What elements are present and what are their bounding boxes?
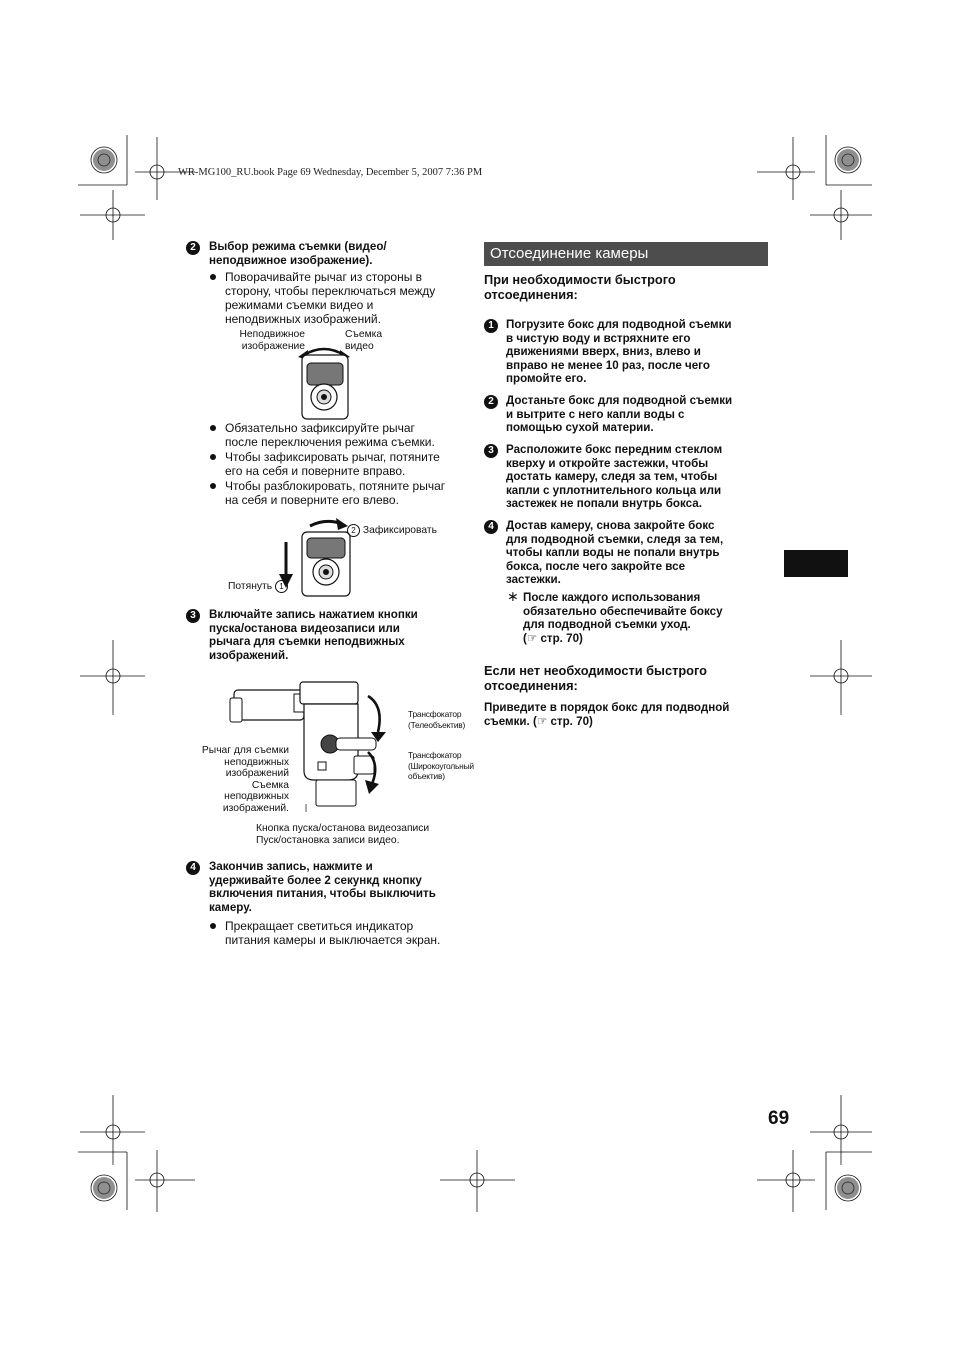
bullet-line: Обязательно зафиксируйте рычаг bbox=[225, 421, 415, 435]
step3-title-line: рычага для съемки неподвижных bbox=[209, 635, 405, 649]
heading-line: отсоединения: bbox=[484, 678, 578, 693]
bullet-line: после переключения режима съемки. bbox=[225, 435, 435, 449]
bullet-line: режимами съемки видео и bbox=[225, 298, 374, 312]
fig-label-line: Пуск/остановка записи видео. bbox=[256, 834, 400, 846]
fig-label-line: Трансфокатор bbox=[408, 709, 462, 719]
step2-title-line: Выбор режима съемки (видео/ bbox=[209, 240, 387, 253]
right-step-number-3: 3 bbox=[484, 444, 498, 458]
right-step-3-text bbox=[506, 443, 768, 511]
step4-title-line: Закончив запись, нажмите и bbox=[209, 860, 373, 873]
heading-line: отсоединения: bbox=[484, 287, 578, 302]
note-line: обязательно обеспечивайте боксу bbox=[523, 604, 723, 618]
bullet-line: его на себя и поверните вправо. bbox=[225, 464, 406, 478]
circled-number-1: 1 bbox=[275, 580, 288, 593]
section-title-bar: Отсоединение камеры bbox=[484, 242, 768, 266]
chapter-side-tab bbox=[784, 550, 848, 577]
step4-title-line: включения питания, чтобы выключить bbox=[209, 887, 436, 901]
note-line: для подводной съемки уход. bbox=[523, 618, 691, 632]
step-number-4: 4 bbox=[186, 861, 200, 875]
step4-bullet-1 bbox=[209, 919, 495, 947]
heading-line: При необходимости быстрого bbox=[484, 272, 676, 287]
fig2-lock-label bbox=[347, 524, 437, 537]
step2-title-line: неподвижное изображение). bbox=[209, 253, 373, 267]
fig-label-line: Рычаг для съемки bbox=[201, 745, 289, 756]
label-record-button bbox=[256, 823, 486, 846]
step-line: и вытрите с него капли воды с bbox=[506, 407, 685, 421]
slow-detach-text bbox=[484, 701, 768, 728]
step-line: Расположите бокс передним стеклом bbox=[506, 443, 723, 456]
right-step-2-text bbox=[506, 394, 768, 435]
step-line: капли с уплотнительного кольца или bbox=[506, 483, 722, 497]
step-line: кверху и откройте застежки, чтобы bbox=[506, 456, 709, 470]
step-line: застежек не попали внутрь бокса. bbox=[506, 497, 702, 511]
fig-label-line: неподвижных bbox=[224, 756, 289, 768]
step-line: движениями вверх, вниз, влево и bbox=[506, 345, 701, 359]
note-line: (☞ стр. 70) bbox=[523, 631, 583, 645]
step4-title-line: удерживайте более 2 секункд кнопку bbox=[209, 873, 422, 887]
bullet-line: Прекращает светиться индикатор bbox=[225, 919, 414, 933]
bullet-line: питания камеры и выключается экран. bbox=[225, 933, 441, 947]
label-zoom-tele bbox=[408, 709, 465, 730]
fig-label-line: объектив) bbox=[408, 771, 445, 781]
fig2-pull-label bbox=[228, 580, 288, 593]
step-line: промойте его. bbox=[506, 372, 587, 386]
fig-label-line: Съемка bbox=[251, 779, 289, 791]
label-still-lever bbox=[180, 745, 289, 814]
print-header-line: WR-MG100_RU.book Page 69 Wednesday, December 5, 2007 7:36 PM bbox=[178, 167, 483, 178]
mode-lever-illustration bbox=[290, 335, 370, 421]
lock-text: Зафиксировать bbox=[362, 525, 437, 537]
note-line: После каждого использования bbox=[523, 591, 701, 604]
step3-title-line: Включайте запись нажатием кнопки bbox=[209, 608, 418, 621]
bullet-line: сторону, чтобы переключаться между bbox=[225, 284, 436, 298]
step3-title bbox=[209, 608, 474, 662]
step-number-3: 3 bbox=[186, 609, 200, 623]
fig-label-line: (Широкоугольный bbox=[408, 760, 474, 771]
step4-title bbox=[209, 860, 474, 914]
step-line: бокса, после чего закройте все bbox=[506, 559, 686, 573]
page-number: 69 bbox=[768, 1108, 790, 1129]
bullet-line: Чтобы разблокировать, потяните рычаг bbox=[225, 479, 446, 493]
step-line: чтобы капли воды не попали внутрь bbox=[506, 546, 720, 560]
step3-title-line: изображений. bbox=[209, 648, 289, 662]
step4-title-line: камеру. bbox=[209, 900, 252, 914]
step2-bullet-4 bbox=[209, 479, 495, 507]
fig-label-line: изображений bbox=[225, 768, 289, 779]
step-line: Достаньте бокс для подводной съемки bbox=[506, 394, 733, 407]
pull-text: Потянуть bbox=[228, 581, 273, 593]
quick-detach-heading bbox=[484, 272, 768, 302]
step-line: в чистую воду и встряхните его bbox=[506, 331, 691, 345]
step-line: достать камеру, следя за тем, чтобы bbox=[506, 470, 718, 484]
step-line: застежки. bbox=[506, 573, 561, 587]
step-line: для подводной съемки, следя за тем, bbox=[506, 532, 724, 546]
right-step-number-1: 1 bbox=[484, 319, 498, 333]
step-line: Погрузите бокс для подводной съемки bbox=[506, 318, 732, 331]
text-line: съемки. (☞ стр. 70) bbox=[484, 714, 593, 728]
step-number-2: 2 bbox=[186, 241, 200, 255]
step2-bullet-1 bbox=[209, 270, 495, 326]
step3-title-line: пуска/останова видеозаписи или bbox=[209, 621, 400, 635]
bullet-line: Поворачивайте рычаг из стороны в bbox=[225, 270, 423, 284]
right-step-1-text bbox=[506, 318, 768, 386]
right-step-number-2: 2 bbox=[484, 395, 498, 409]
step2-bullet-3 bbox=[209, 450, 495, 478]
fig-label-line: неподвижных bbox=[224, 791, 289, 802]
circled-number-2: 2 bbox=[347, 524, 360, 537]
text-line: Приведите в порядок бокс для подводной bbox=[484, 701, 730, 714]
step2-bullet-2 bbox=[209, 421, 495, 449]
care-note bbox=[507, 588, 783, 645]
fig-label-line: (Телеобъектив) bbox=[408, 719, 466, 730]
bullet-line: на себя и поверните его влево. bbox=[225, 493, 399, 507]
step-line: вправо не менее 10 раз, после чего bbox=[506, 358, 710, 372]
label-zoom-wide bbox=[408, 750, 474, 782]
fig-label-line: Неподвижное bbox=[239, 329, 305, 340]
heading-line: Если нет необходимости быстрого bbox=[484, 663, 707, 678]
asterisk-icon: ∗ bbox=[507, 588, 519, 604]
right-step-number-4: 4 bbox=[484, 520, 498, 534]
bullet-line: Чтобы зафиксировать рычаг, потяните bbox=[225, 450, 440, 464]
fig-label-line: Трансфокатор bbox=[408, 750, 462, 760]
fig-label-line: видео bbox=[345, 340, 374, 352]
slow-detach-heading bbox=[484, 663, 768, 693]
step2-title bbox=[209, 240, 469, 267]
fig-label-line: изображений. bbox=[222, 802, 289, 814]
step-line: помощью сухой материи. bbox=[506, 421, 654, 435]
right-step-4-text bbox=[506, 519, 768, 587]
fig-label-line: Кнопка пуска/останова видеозаписи bbox=[256, 823, 430, 834]
fig-label-line: Съемка bbox=[345, 329, 383, 340]
step-line: Достав камеру, снова закройте бокс bbox=[506, 519, 715, 532]
fig-label-line: изображение bbox=[241, 340, 305, 352]
bullet-line: неподвижных изображений. bbox=[225, 312, 381, 326]
